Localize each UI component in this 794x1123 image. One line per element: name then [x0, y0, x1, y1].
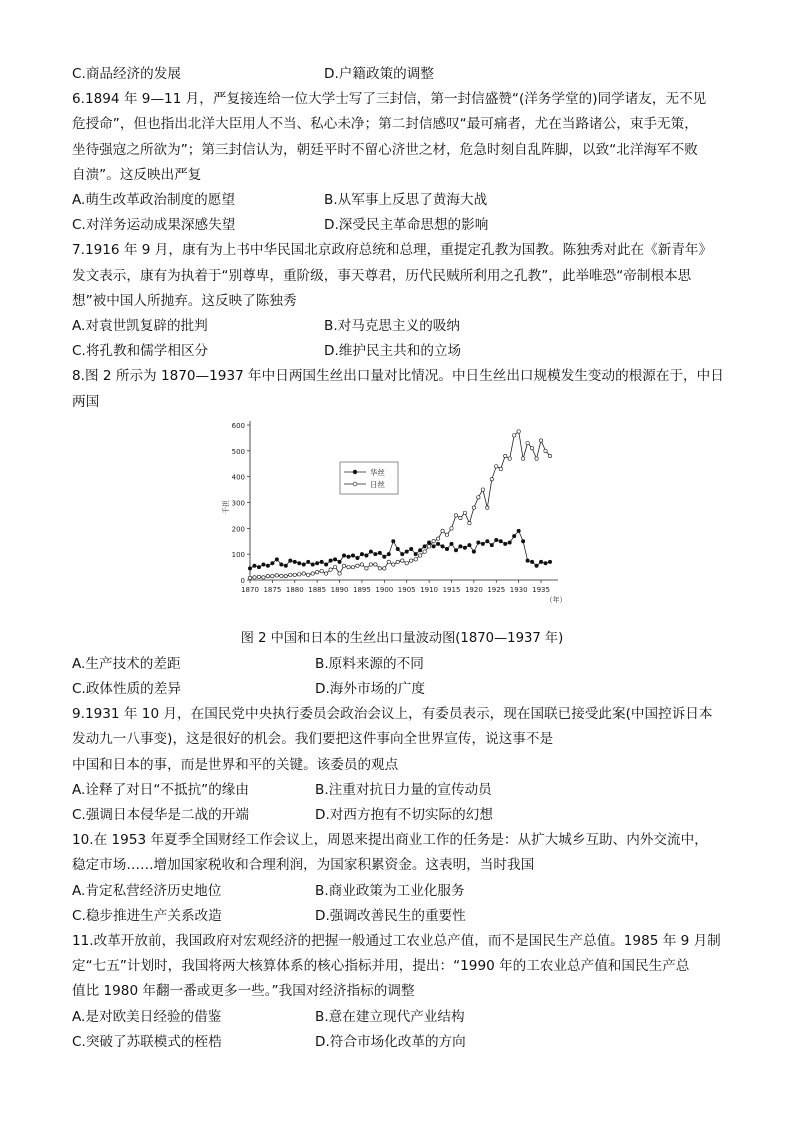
- q5-option-c: C.商品经济的发展: [72, 66, 181, 82]
- q8-stem-line: 8.图 2 所示为 1870—1937 年中日两国生丝出口量对比情况。中日生丝出口规模发生变动的根源在于，中日: [72, 368, 724, 385]
- q8-option-d: D.海外市场的广度: [315, 681, 425, 698]
- data-point: [351, 565, 354, 568]
- q9-option-d: D.对西方抱有不切实际的幻想: [315, 807, 493, 824]
- data-point: [409, 547, 412, 550]
- data-point: [427, 541, 430, 544]
- data-point: [356, 556, 359, 559]
- data-point: [289, 573, 292, 576]
- data-point: [311, 572, 314, 575]
- q5-option-d: D.户籍政策的调整: [324, 66, 434, 82]
- q11-stem: [72, 929, 732, 1005]
- data-point: [275, 557, 278, 560]
- data-point: [307, 573, 310, 576]
- q7-stem: [72, 238, 732, 314]
- q6-option-d: D.深受民主革命思想的影响: [324, 217, 489, 234]
- data-point: [298, 572, 301, 575]
- q10-options-row-2: [72, 904, 732, 929]
- q7-option-c: C.将孔教和儒学相区分: [72, 343, 209, 360]
- legend-label: 日丝: [370, 479, 385, 489]
- q11-option-d: D.符合市场化改革的方向: [315, 1033, 466, 1050]
- q9-options-row-1: [72, 778, 732, 803]
- data-point: [459, 545, 462, 548]
- data-point: [512, 433, 515, 436]
- data-point: [253, 564, 256, 567]
- data-point: [481, 542, 484, 545]
- q9-option-c: C.强调日本侵华是二战的开端: [72, 807, 249, 824]
- data-point: [284, 574, 287, 577]
- data-point: [320, 560, 323, 563]
- q10-option-c: C.稳步推进生产关系改造: [72, 907, 222, 924]
- q10-stem-line: 10.在 1953 年夏季全国财经工作会议上，周恩来提出商业工作的任务是：从扩大城乡互助、内外交流中，: [72, 832, 708, 849]
- q11-option-a: A.是对欧美日经验的借鉴: [72, 1008, 222, 1025]
- data-point: [262, 563, 265, 566]
- data-point: [499, 539, 502, 542]
- data-point: [530, 446, 533, 449]
- q6-stem-line: 坐待强寇之所欲为”；第三封信认为，朝廷平时不留心济世之材，危急时刻自乱阵脚，以致“北洋海军不败: [72, 141, 698, 158]
- data-point: [280, 563, 283, 566]
- data-point: [472, 550, 475, 553]
- data-point: [378, 551, 381, 554]
- q6-option-b: B.从军事上反思了黄海大战: [324, 192, 488, 209]
- data-point: [298, 561, 301, 564]
- data-point: [490, 543, 493, 546]
- q8-option-c: C.政体性质的差异: [72, 681, 181, 698]
- x-tick-label: 1870: [241, 585, 259, 594]
- q9-stem-line: 中国和日本的事，而是世界和平的关键。该委员的观点: [72, 756, 399, 773]
- data-point: [454, 514, 457, 517]
- q7-options-row-1: [72, 314, 732, 339]
- data-point: [275, 573, 278, 576]
- data-point: [450, 542, 453, 545]
- data-point: [477, 541, 480, 544]
- q7-option-d: D.维护民主共和的立场: [324, 343, 462, 360]
- data-point: [432, 545, 435, 548]
- q6-option-c: C.对洋务运动成果深感失望: [72, 217, 236, 234]
- x-tick-label: 1895: [353, 585, 371, 594]
- q8-option-b: B.原料来源的不同: [315, 655, 424, 672]
- data-point: [329, 559, 332, 562]
- data-point: [535, 564, 538, 567]
- data-point: [436, 537, 439, 540]
- q6-options-row-1: [72, 188, 732, 213]
- data-point: [459, 516, 462, 519]
- data-point: [333, 557, 336, 560]
- data-point: [271, 574, 274, 577]
- data-point: [405, 550, 408, 553]
- q11-option-c: C.突破了苏联模式的桎梏: [72, 1033, 222, 1050]
- data-point: [347, 555, 350, 558]
- data-point: [418, 548, 421, 551]
- q8-options-row-2: [72, 677, 732, 702]
- data-point: [463, 511, 466, 514]
- data-point: [280, 574, 283, 577]
- x-tick-label: 1880: [285, 585, 304, 594]
- q8-stem-line: 两国: [72, 393, 100, 410]
- data-point: [450, 526, 453, 529]
- data-point: [365, 567, 368, 570]
- y-tick-label: 100: [231, 551, 245, 560]
- data-point: [374, 563, 377, 566]
- x-tick-label: 1925: [487, 585, 506, 594]
- data-point: [396, 560, 399, 563]
- x-tick-label: 1915: [442, 585, 461, 594]
- data-point: [307, 560, 310, 563]
- q9-stem: [72, 702, 732, 778]
- data-point: [338, 572, 341, 575]
- data-point: [351, 554, 354, 557]
- data-point: [454, 548, 457, 551]
- data-point: [311, 563, 314, 566]
- q6-options-row-2: [72, 213, 732, 238]
- data-point: [495, 464, 498, 467]
- data-point: [445, 533, 448, 536]
- data-point: [414, 552, 417, 555]
- q11-stem-line: 11.改革开放前，我国政府对宏观经济的把握一般通过工农业总产值，而不是国民生产总值。1985 年 9 月制: [72, 933, 721, 950]
- data-point: [320, 569, 323, 572]
- x-tick-label: 1910: [420, 585, 439, 594]
- data-point: [257, 575, 260, 578]
- data-point: [544, 449, 547, 452]
- data-point: [369, 550, 372, 553]
- data-point: [374, 552, 377, 555]
- data-point: [472, 506, 475, 509]
- data-point: [504, 454, 507, 457]
- q7-option-b: B.对马克思主义的吸纳: [324, 318, 460, 335]
- x-tick-label: 1885: [308, 585, 327, 594]
- q11-options-row-1: [72, 1005, 732, 1030]
- x-tick-label: 1890: [330, 585, 349, 594]
- data-point: [432, 539, 435, 542]
- q11-stem-line: 值比 1980 年翻一番或更多一些。”我国对经济指标的调整: [72, 983, 415, 1000]
- data-point: [535, 457, 538, 460]
- y-axis-label: 千担: [222, 499, 230, 514]
- data-point: [383, 567, 386, 570]
- data-point: [508, 541, 511, 544]
- data-point: [356, 564, 359, 567]
- x-tick-label: 1930: [509, 585, 528, 594]
- data-point: [342, 564, 345, 567]
- data-point: [329, 568, 332, 571]
- data-point: [401, 552, 404, 555]
- q9-option-b: B.注重对抗日力量的宣传动员: [315, 781, 492, 798]
- x-tick-label: 1905: [397, 585, 416, 594]
- data-point: [338, 560, 341, 563]
- q6-stem-line: 6.1894 年 9—11 月，严复接连给一位大学士写了三封信，第一封信盛赞“(洋务学堂的)同学诸友，无不见: [72, 91, 707, 108]
- data-point: [284, 564, 287, 567]
- data-point: [490, 477, 493, 480]
- x-tick-label: 1875: [263, 585, 282, 594]
- x-tick-label: 1935: [532, 585, 550, 594]
- data-point: [347, 565, 350, 568]
- data-point: [508, 457, 511, 460]
- data-point: [526, 441, 529, 444]
- data-point: [495, 538, 498, 541]
- q9-options-row-2: [72, 803, 732, 828]
- data-point: [271, 561, 274, 564]
- data-point: [548, 560, 551, 563]
- q7-stem-line: 想”被中国人所抛弃。这反映了陈独秀: [72, 292, 297, 309]
- q6-stem-line: 危授命”，但也指出北洋大臣用人不当、私心未净；第二封信感叹“最可痛者，尤在当路诸公，束手无策，: [72, 116, 698, 133]
- data-point: [266, 574, 269, 577]
- q10-stem: [72, 828, 732, 878]
- y-tick-label: 400: [231, 473, 245, 482]
- data-point: [468, 543, 471, 546]
- q6-stem-line: 自溃”。这反映出严复: [72, 166, 202, 183]
- data-point: [324, 572, 327, 575]
- data-point: [548, 454, 551, 457]
- y-tick-label: 300: [231, 499, 245, 508]
- data-point: [544, 561, 547, 564]
- data-point: [526, 559, 529, 562]
- data-point: [324, 563, 327, 566]
- y-tick-label: 0: [240, 576, 245, 585]
- data-point: [486, 539, 489, 542]
- data-point: [445, 547, 448, 550]
- q10-stem-line: 稳定市场……增加国家税收和合理利润，为国家积累资金。这表明，当时我国: [72, 857, 535, 874]
- legend-label: 华丝: [370, 467, 385, 477]
- figure-caption: 图 2 中国和日本的生丝出口量波动图(1870—1937 年): [240, 630, 564, 646]
- data-point: [441, 545, 444, 548]
- data-point: [315, 561, 318, 564]
- data-point: [365, 554, 368, 557]
- data-point: [441, 529, 444, 532]
- exam-page: [72, 62, 732, 1055]
- data-point: [360, 552, 363, 555]
- data-point: [499, 467, 502, 470]
- q7-option-a: A.对袁世凯复辟的批判: [72, 318, 208, 335]
- data-point: [333, 565, 336, 568]
- data-point: [504, 542, 507, 545]
- q6-option-a: A.萌生改革政治制度的愿望: [72, 192, 235, 209]
- data-point: [423, 545, 426, 548]
- data-point: [481, 488, 484, 491]
- legend-marker: [353, 482, 357, 486]
- q11-option-b: B.意在建立现代产业结构: [315, 1008, 465, 1025]
- data-point: [427, 545, 430, 548]
- q8-stem: [72, 364, 732, 414]
- data-point: [369, 563, 372, 566]
- q8-options-row-1: [72, 652, 732, 677]
- x-tick-label: 1900: [375, 585, 394, 594]
- q5-options-row: [72, 62, 732, 87]
- data-point: [463, 546, 466, 549]
- data-point: [360, 563, 363, 566]
- data-point: [423, 550, 426, 553]
- data-point: [387, 560, 390, 563]
- data-point: [468, 521, 471, 524]
- q10-options-row-1: [72, 879, 732, 904]
- data-point: [293, 560, 296, 563]
- data-point: [409, 559, 412, 562]
- q10-option-b: B.商业政策为工业化服务: [315, 882, 465, 899]
- data-point: [392, 539, 395, 542]
- q9-option-a: A.诠释了对日“不抵抗”的缘由: [72, 781, 249, 798]
- data-point: [517, 430, 520, 433]
- data-point: [248, 576, 251, 579]
- data-point: [477, 495, 480, 498]
- silk-export-figure: [72, 417, 732, 627]
- data-point: [293, 573, 296, 576]
- q7-stem-line: 发文表示，康有为执着于“别尊卑，重阶级，事天尊君，历代民贼所利用之孔教”，此举唯恐“帝制根本思: [72, 267, 692, 284]
- data-point: [521, 457, 524, 460]
- data-point: [262, 576, 265, 579]
- data-point: [530, 560, 533, 563]
- data-point: [517, 529, 520, 532]
- data-point: [418, 554, 421, 557]
- data-point: [387, 552, 390, 555]
- x-tick-label: 1920: [464, 585, 483, 594]
- q9-stem-line: 发动九一八事变)，这是很好的机会。我们要把这件事向全世界宣传，说这事不是: [72, 731, 554, 748]
- data-point: [436, 542, 439, 545]
- data-point: [414, 557, 417, 560]
- data-point: [378, 567, 381, 570]
- data-point: [539, 560, 542, 563]
- data-point: [401, 559, 404, 562]
- data-point: [289, 559, 292, 562]
- legend-box: [340, 462, 398, 494]
- data-point: [512, 534, 515, 537]
- legend-marker: [353, 470, 357, 474]
- q10-option-d: D.强调改善民生的重要性: [315, 907, 466, 924]
- data-point: [486, 506, 489, 509]
- q11-stem-line: 定“七五”计划时，我国将两大核算体系的核心指标并用，提出：“1990 年的工农业总产值和国民生产总: [72, 958, 690, 975]
- y-tick-label: 600: [231, 421, 245, 430]
- data-point: [302, 572, 305, 575]
- y-tick-label: 500: [231, 447, 245, 456]
- silk-export-chart: [220, 417, 580, 625]
- q9-stem-line: 9.1931 年 10 月，在国民党中央执行委员会政治会议上，有委员表示，现在国联已接受此案(中国控诉日本: [72, 706, 713, 723]
- data-point: [392, 563, 395, 566]
- data-point: [302, 563, 305, 566]
- data-point: [253, 576, 256, 579]
- q7-stem-line: 7.1916 年 9 月，康有为上书中华民国北京政府总统和总理，重提定孔教为国教。陈独秀对此在《新青年》: [72, 242, 713, 259]
- data-point: [257, 565, 260, 568]
- q11-options-row-2: [72, 1030, 732, 1055]
- data-point: [266, 564, 269, 567]
- x-axis-label: （年）: [545, 595, 567, 604]
- q7-options-row-2: [72, 339, 732, 364]
- data-point: [342, 554, 345, 557]
- data-point: [248, 567, 251, 570]
- data-point: [396, 547, 399, 550]
- data-point: [315, 570, 318, 573]
- data-point: [521, 539, 524, 542]
- data-point: [539, 439, 542, 442]
- q8-option-a: A.生产技术的差距: [72, 655, 181, 672]
- y-tick-label: 200: [231, 525, 245, 534]
- q10-option-a: A.肯定私营经济历史地位: [72, 882, 222, 899]
- series-line-japan: [250, 431, 550, 577]
- q6-stem: [72, 87, 732, 188]
- data-point: [405, 561, 408, 564]
- data-point: [383, 555, 386, 558]
